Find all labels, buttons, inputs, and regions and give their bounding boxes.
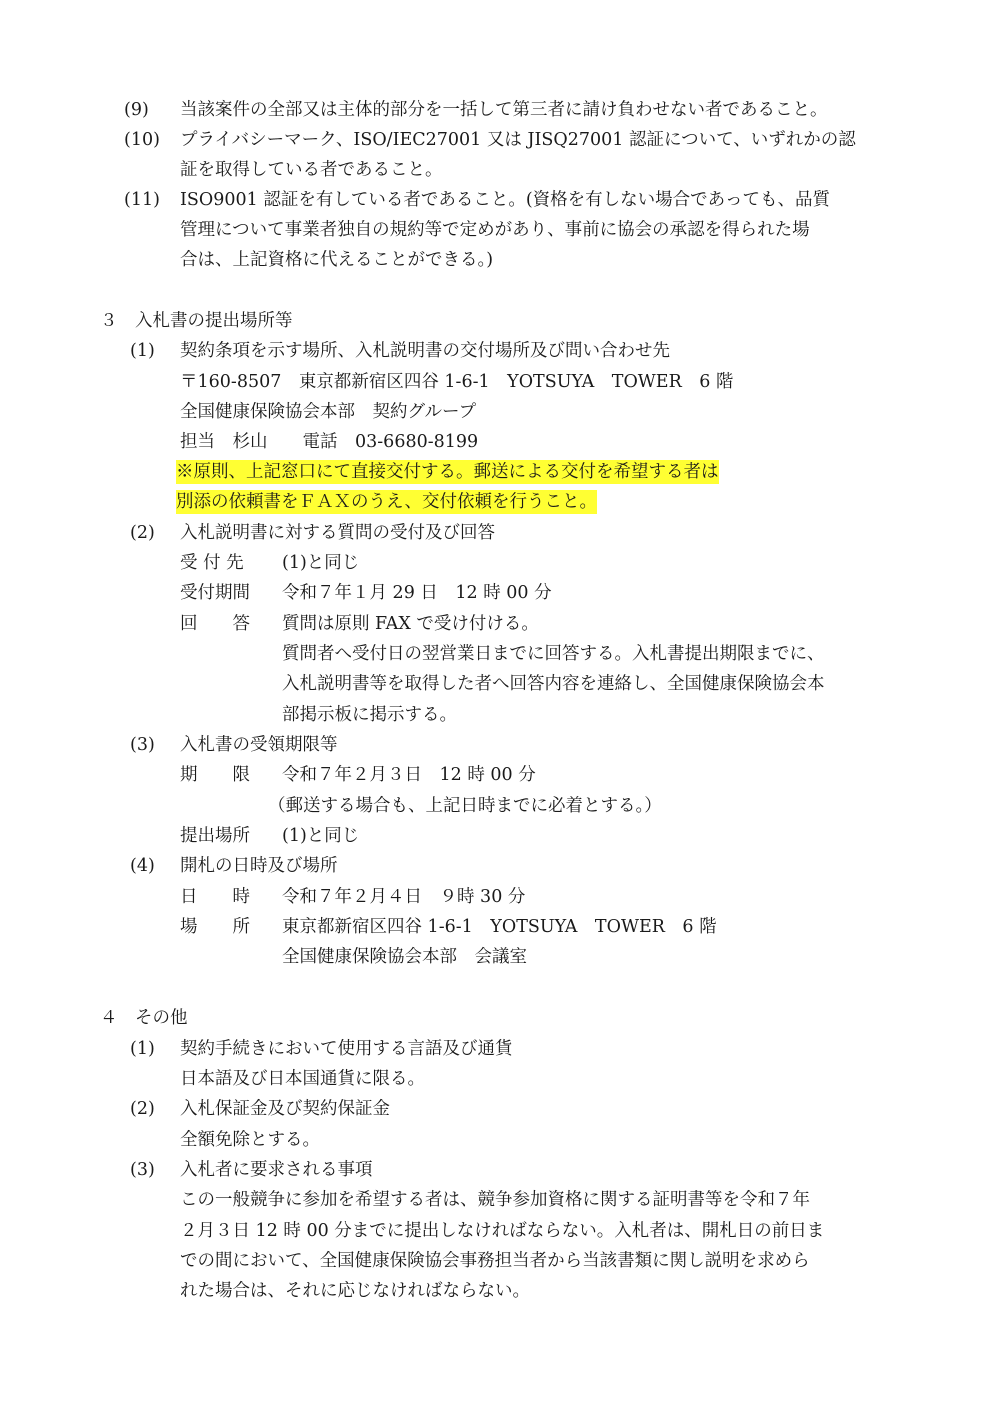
- item-11-line: 合は、上記資格に代えることができる。): [180, 250, 494, 270]
- section-4-2-body: 全額免除とする。: [180, 1130, 320, 1150]
- item-10-line: 証を取得している者であること。: [180, 160, 443, 180]
- opening-place-line: 東京都新宿区四谷 1-6-1 YOTSUYA TOWER 6 階: [282, 917, 717, 937]
- section-4-1-number: (1): [130, 1039, 155, 1059]
- section-3-1-title: 契約条項を示す場所、入札説明書の交付場所及び問い合わせ先: [180, 341, 670, 361]
- section-4-3-title: 入札者に要求される事項: [180, 1160, 373, 1180]
- answer-line: 入札説明書等を取得した者へ回答内容を連絡し、全国健康保険協会本: [282, 674, 825, 694]
- opening-datetime-label: 日 時: [180, 887, 250, 907]
- item-9-number: (9): [124, 100, 149, 120]
- item-9-text: 当該案件の全部又は主体的部分を一括して第三者に請け負わせない者であること。: [180, 100, 828, 120]
- item-10-number: (10): [124, 130, 160, 150]
- opening-place-line: 全国健康保険協会本部 会議室: [282, 947, 527, 967]
- section-4-heading: ４ その他: [100, 1008, 188, 1028]
- deadline-label: 期 限: [180, 765, 250, 785]
- section-4-2-number: (2): [130, 1099, 155, 1119]
- highlighted-note-text: 別添の依頼書をＦＡＸのうえ、交付依頼を行うこと。: [176, 492, 598, 512]
- answer-label: 回 答: [180, 614, 250, 634]
- item-11-number: (11): [124, 190, 160, 210]
- section-3-1-number: (1): [130, 341, 155, 361]
- section-3-3-title: 入札書の受領期限等: [180, 735, 338, 755]
- section-3-3-number: (3): [130, 735, 155, 755]
- section-4-3-line: この一般競争に参加を希望する者は、競争参加資格に関する証明書等を令和７年: [180, 1190, 810, 1210]
- item-11-line: ISO9001 認証を有している者であること。(資格を有しない場合であっても、品質: [180, 190, 830, 210]
- section-4-3-line: れた場合は、それに応じなければならない。: [180, 1281, 530, 1301]
- item-11-line: 管理について事業者独自の規約等で定めがあり、事前に協会の承認を得られた場: [180, 220, 810, 240]
- section-4-1-title: 契約手続きにおいて使用する言語及び通貨: [180, 1039, 513, 1059]
- opening-datetime-value: 令和７年２月４日 ９時 30 分: [282, 887, 526, 907]
- section-4-1-body: 日本語及び日本国通貨に限る。: [180, 1069, 425, 1089]
- section-3-4-title: 開札の日時及び場所: [180, 856, 338, 876]
- section-4-2-title: 入札保証金及び契約保証金: [180, 1099, 390, 1119]
- section-4-3-number: (3): [130, 1160, 155, 1180]
- reception-period-value: 令和７年１月 29 日 12 時 00 分: [282, 583, 552, 603]
- highlighted-note-line: [176, 490, 597, 514]
- section-4-3-line: ２月３日 12 時 00 分までに提出しなければならない。入札者は、開札日の前日ま: [180, 1221, 825, 1241]
- opening-place-label: 場 所: [180, 917, 250, 937]
- highlighted-note-line: [176, 460, 719, 484]
- section-4-3-line: での間において、全国健康保険協会事務担当者から当該書類に関し説明を求めら: [180, 1251, 810, 1271]
- reception-period-label: 受付期間: [180, 583, 250, 603]
- highlighted-note-text: ※原則、上記窓口にて直接交付する。郵送による交付を希望する者は: [176, 462, 719, 482]
- deadline-note: （郵送する場合も、上記日時までに必着とする。）: [268, 796, 662, 816]
- receiver-value: (1)と同じ: [282, 553, 360, 573]
- answer-line: 質問者へ受付日の翌営業日までに回答する。入札書提出期限までに、: [282, 644, 825, 664]
- contact-address: 〒160-8507 東京都新宿区四谷 1-6-1 YOTSUYA TOWER 6 階: [180, 372, 734, 392]
- section-3-2-number: (2): [130, 523, 155, 543]
- receiver-label: 受 付 先: [180, 553, 244, 573]
- section-3-heading: ３ 入札書の提出場所等: [100, 311, 293, 331]
- item-10-line: プライバシーマーク、ISO/IEC27001 又は JISQ27001 認証について、いずれかの認: [180, 130, 856, 150]
- submission-place-value: (1)と同じ: [282, 826, 360, 846]
- answer-line: 部掲示板に掲示する。: [282, 705, 457, 725]
- submission-place-label: 提出場所: [180, 826, 250, 846]
- answer-line: 質問は原則 FAX で受け付ける。: [282, 614, 539, 634]
- section-3-4-number: (4): [130, 856, 155, 876]
- section-3-2-title: 入札説明書に対する質問の受付及び回答: [180, 523, 495, 543]
- contact-organization: 全国健康保険協会本部 契約グループ: [180, 402, 477, 422]
- deadline-value: 令和７年２月３日 12 時 00 分: [282, 765, 536, 785]
- contact-person-phone: 担当 杉山 電話 03-6680-8199: [180, 432, 479, 452]
